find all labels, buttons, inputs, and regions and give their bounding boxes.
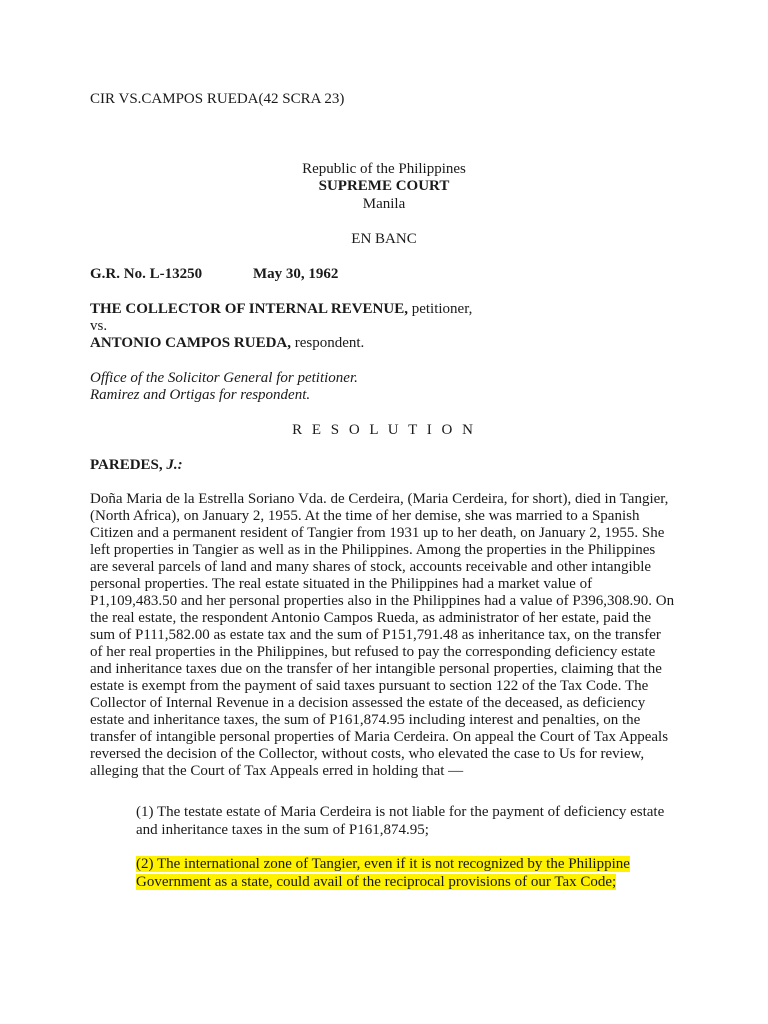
paragraph-line: alleging that the Court of Tax Appeals erred in holding that — bbox=[90, 763, 464, 779]
body-paragraph bbox=[90, 491, 690, 780]
paragraph-line: and inheritance taxes due on the transfer of her intangible personal properties, claiming that the bbox=[90, 661, 662, 677]
paragraph-line: the real estate, the respondent Antonio Campos Rueda, as administrator of her estate, paid the bbox=[90, 610, 652, 626]
city-line: Manila bbox=[362, 196, 406, 212]
paragraph-line: of her real properties in the Philippines, but refused to pay the corresponding deficiency estate bbox=[90, 644, 656, 660]
versus-line: vs. bbox=[90, 318, 108, 334]
paragraph-line: reversed the decision of the Collector, without costs, who elevated the case to Us for review, bbox=[90, 746, 645, 762]
highlighted-item-line: Government as a state, could avail of the reciprocal provisions of our Tax Code; bbox=[136, 874, 617, 890]
paragraph-line: estate is exempt from the payment of said taxes pursuant to section 122 of the Tax Code. The bbox=[90, 678, 649, 694]
petitioner-line bbox=[90, 301, 472, 318]
counsel-respondent: Ramirez and Ortigas for respondent. bbox=[90, 387, 311, 403]
item-line: (1) The testate estate of Maria Cerdeira is not liable for the payment of deficiency estate bbox=[136, 804, 665, 820]
item-line: and inheritance taxes in the sum of P161,874.95; bbox=[136, 822, 429, 838]
ponente-suffix: J.: bbox=[162, 457, 183, 473]
supreme-court-line: SUPREME COURT bbox=[318, 178, 450, 194]
paragraph-line: are several parcels of land and many shares of stock, accounts receivable and other intangible bbox=[90, 559, 652, 575]
resolution-heading: R E S O L U T I O N bbox=[292, 422, 476, 438]
respondent-role: respondent. bbox=[290, 335, 365, 351]
division-line: EN BANC bbox=[351, 231, 417, 247]
assignment-item-2-highlighted bbox=[136, 855, 696, 891]
counsel-petitioner: Office of the Solicitor General for petitioner. bbox=[90, 370, 358, 386]
document-title: CIR VS.CAMPOS RUEDA(42 SCRA 23) bbox=[90, 91, 345, 107]
respondent-name: ANTONIO CAMPOS RUEDA, bbox=[90, 335, 291, 351]
paragraph-line: estate and inheritance taxes, the sum of P161,874.95 including interest and penalties, on the bbox=[90, 712, 641, 728]
paragraph-line: Collector of Internal Revenue in a decision assessed the estate of the deceased, as deficiency bbox=[90, 695, 646, 711]
paragraph-line: Doña Maria de la Estrella Soriano Vda. de Cerdeira, (Maria Cerdeira, for short), died in Tangier, bbox=[90, 491, 669, 507]
paragraph-line: left properties in Tangier as well as in the Philippines. Among the properties in the Philippines bbox=[90, 542, 656, 558]
paragraph-line: personal properties. The real estate situated in the Philippines had a market value of bbox=[90, 576, 593, 592]
respondent-line bbox=[90, 335, 364, 352]
ponente-name: PAREDES, bbox=[90, 457, 163, 473]
paragraph-line: transfer of intangible personal properties of Maria Cerdeira. On appeal the Court of Tax Appeals bbox=[90, 729, 669, 745]
republic-line: Republic of the Philippines bbox=[302, 161, 466, 177]
gr-number: G.R. No. L-13250 bbox=[90, 266, 203, 282]
paragraph-line: P1,109,483.50 and her personal properties also in the Philippines had a value of P396,308.90. On bbox=[90, 593, 675, 609]
petitioner-role: petitioner, bbox=[407, 301, 473, 317]
decision-date: May 30, 1962 bbox=[253, 266, 339, 282]
paragraph-line: (North Africa), on January 2, 1955. At the time of her demise, she was married to a Spanish bbox=[90, 508, 640, 524]
petitioner-name: THE COLLECTOR OF INTERNAL REVENUE, bbox=[90, 301, 408, 317]
paragraph-line: sum of P111,582.00 as estate tax and the sum of P151,791.48 as inheritance tax, on the transfer bbox=[90, 627, 661, 643]
ponente-line bbox=[90, 457, 183, 474]
paragraph-line: Citizen and a permanent resident of Tangier from 1931 up to her death, on January 2, 1955. She bbox=[90, 525, 665, 541]
assignment-item-1 bbox=[136, 803, 696, 839]
highlighted-item-line: (2) The international zone of Tangier, even if it is not recognized by the Philippine bbox=[136, 856, 630, 872]
